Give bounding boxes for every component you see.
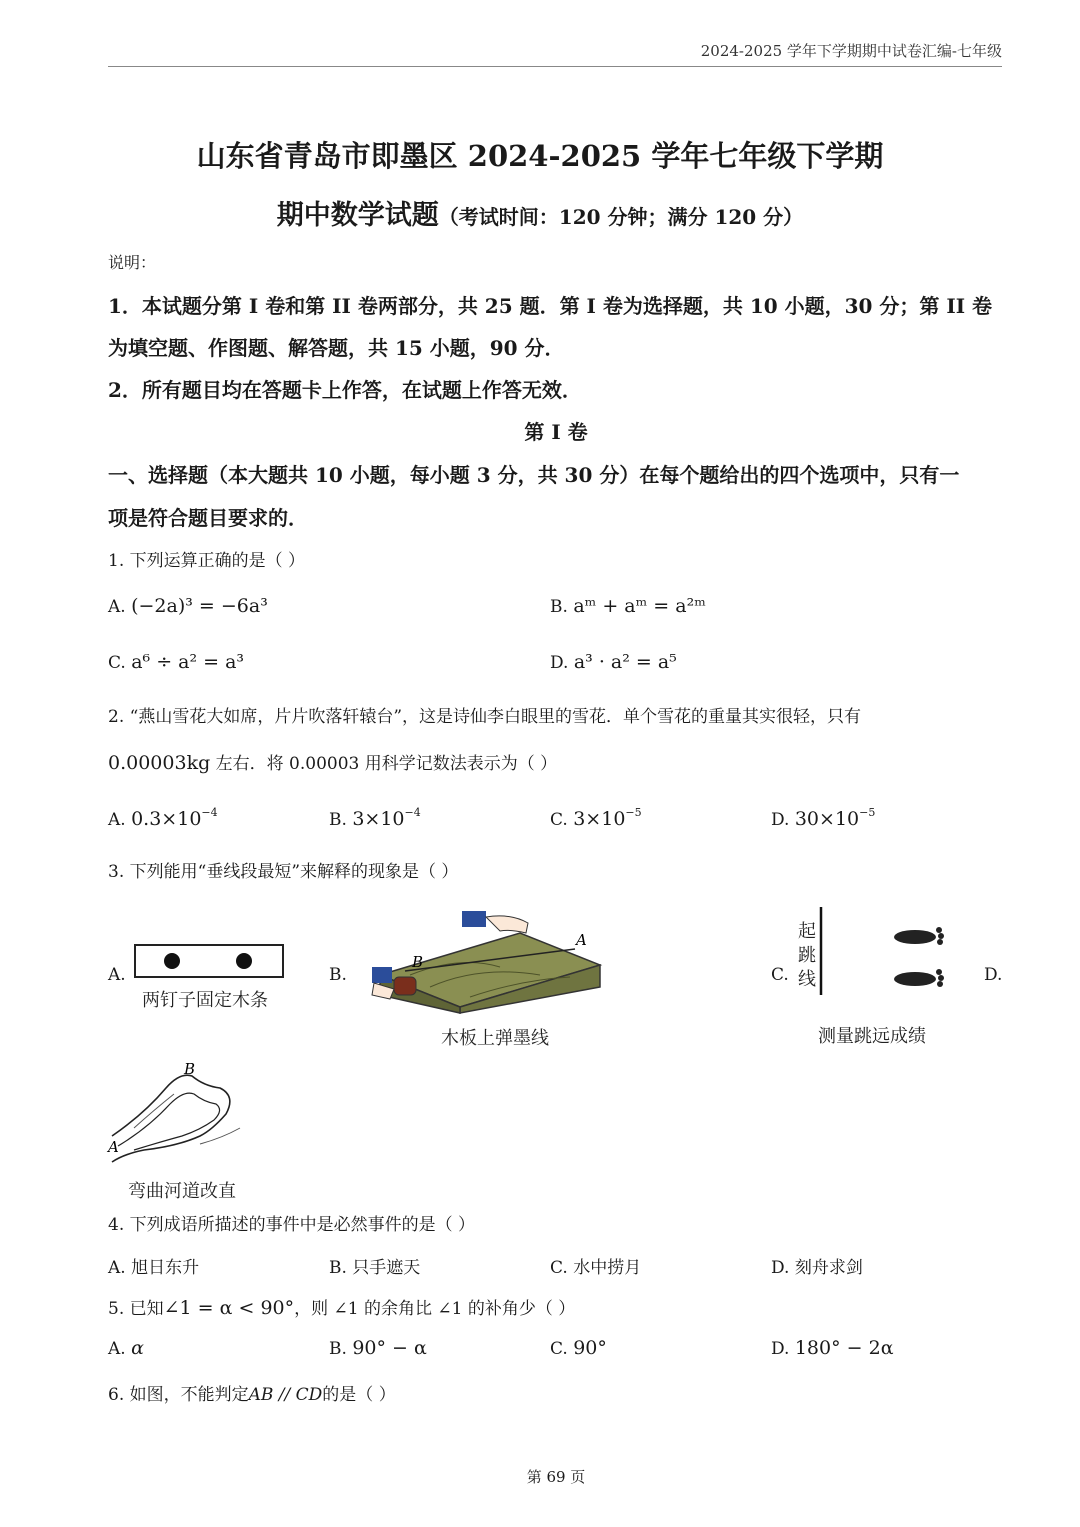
q4-option-d: D. 刻舟求剑 (771, 1258, 863, 1278)
q2-stem-rest: 左右．将 0.00003 用科学记数法表示为（ ） (210, 754, 558, 774)
q5-math-b: 90° − α (352, 1337, 427, 1359)
q3-letter-c: C. (771, 965, 789, 985)
q1-option-d (550, 651, 677, 673)
q2-option-c (550, 808, 642, 830)
q1-letter-d: D. (550, 653, 569, 673)
q2-option-a (108, 808, 218, 830)
nail-1 (164, 953, 180, 969)
q4-option-c: C. 水中捞月 (550, 1258, 642, 1278)
q3-letter-a: A. (108, 965, 126, 985)
q5-option-d (771, 1337, 894, 1359)
q5-stem-suffix: ，则 ∠1 的余角比 ∠1 的补角少（ ） (294, 1299, 576, 1319)
q1-letter-c: C. (108, 653, 126, 673)
q5-letter-a: A. (108, 1339, 126, 1359)
point-label-b: B (412, 953, 424, 971)
river-point-a: A (108, 1138, 119, 1156)
q1-letter-a: A. (108, 597, 126, 617)
q5-option-c (550, 1337, 607, 1359)
q1-math-d: a³ · a² = a⁵ (573, 651, 677, 673)
q2-option-d (771, 808, 875, 830)
q5-option-b (329, 1337, 427, 1359)
footprint-1 (894, 927, 944, 945)
q5-letter-d: D. (771, 1339, 790, 1359)
q3-caption-b: 木板上弹墨线 (441, 1028, 549, 1049)
q2-exp-d: −5 (859, 806, 876, 819)
q6-stem-suffix: 的是（ ） (322, 1385, 396, 1405)
section-heading-line2: 项是符合题目要求的． (108, 506, 308, 530)
q5-stem-prefix: 5. 已知 (108, 1299, 164, 1319)
jump-line-char-1: 起 (798, 921, 816, 942)
q2-stem-line1: 2. “燕山雪花大如席，片片吹落轩辕台”，这是诗仙李白眼里的雪花．单个雪花的重量其实很轻，只有 (108, 707, 862, 727)
q4-option-a: A. 旭日东升 (108, 1258, 200, 1278)
right-hand (486, 916, 528, 933)
jump-line-char-3: 线 (798, 969, 816, 990)
river-bank-outer (112, 1075, 230, 1162)
q3-caption-d: 弯曲河道改直 (128, 1181, 236, 1202)
q2-letter-d: D. (771, 810, 790, 830)
q3-figure-c-long-jump (815, 905, 955, 997)
q1-letter-b: B. (550, 597, 568, 617)
q2-exp-c: −5 (625, 806, 642, 819)
q2-letter-b: B. (329, 810, 347, 830)
q1-stem: 1. 下列运算正确的是（ ） (108, 551, 306, 571)
q3-letter-d: D. (984, 965, 1003, 985)
q5-math-a: α (131, 1337, 144, 1359)
right-sleeve (462, 911, 486, 927)
q1-math-c: a⁶ ÷ a² = a³ (131, 651, 245, 673)
q5-letter-b: B. (329, 1339, 347, 1359)
header-title: 2024-2025 学年下学期期中试卷汇编-七年级 (700, 42, 1002, 60)
page-number: 第 69 页 (526, 1468, 586, 1486)
q3-figure-a-wood-strip (130, 940, 290, 982)
point-label-a: A (576, 931, 587, 949)
section-heading-line1: 一、选择题（本大题共 10 小题，每小题 3 分，共 30 分）在每个题给出的四个选项中，只有一 (108, 463, 960, 487)
river-point-b: B (184, 1060, 196, 1078)
q3-letter-b: B. (329, 965, 347, 985)
q6-stem (108, 1380, 396, 1405)
q1-option-a (108, 595, 268, 617)
q5-option-a (108, 1337, 144, 1359)
instructions-heading: 说明： (108, 253, 157, 272)
q2-exp-b: −4 (404, 806, 421, 819)
header-divider (108, 66, 1002, 67)
q3-caption-c: 测量跳远成绩 (818, 1026, 926, 1047)
q3-stem: 3. 下列能用“垂线段最短”来解释的现象是（ ） (108, 862, 459, 882)
ink-pot (394, 977, 416, 995)
q2-base-a: 0.3×10 (131, 808, 202, 830)
q2-stem-value: 0.00003kg (108, 752, 211, 774)
q2-base-c: 3×10 (573, 808, 626, 830)
jump-line-char-2: 跳 (798, 945, 816, 966)
wood-strip-rect (135, 945, 283, 977)
left-sleeve (372, 967, 392, 983)
footprint-2 (894, 969, 944, 987)
exam-title: 山东省青岛市即墨区 2024-2025 学年七年级下学期 (196, 139, 884, 173)
q2-stem-line2 (108, 749, 557, 774)
q5-letter-c: C. (550, 1339, 568, 1359)
q2-exp-a: −4 (201, 806, 218, 819)
nail-2 (236, 953, 252, 969)
volume-label: 第 I 卷 (524, 420, 588, 444)
q5-stem-math: ∠1 = α < 90° (163, 1297, 295, 1319)
q2-option-b (329, 808, 421, 830)
q3-caption-a: 两钉子固定木条 (142, 990, 268, 1011)
river-bank-inner (118, 1093, 220, 1150)
instruction-1-line2: 为填空题、作图题、解答题，共 15 小题，90 分． (108, 336, 565, 360)
q5-stem (108, 1294, 575, 1319)
q5-math-c: 90° (573, 1337, 607, 1359)
q4-stem: 4. 下列成语所描述的事件中是必然事件的是（ ） (108, 1215, 476, 1235)
q1-math-b: aᵐ + aᵐ = a²ᵐ (573, 595, 706, 617)
q1-math-a: (−2a)³ = −6a³ (131, 595, 268, 617)
q1-option-c (108, 651, 244, 673)
q1-option-b (550, 595, 706, 617)
subtitle-main: 期中数学试题 (276, 200, 439, 231)
q4-option-b: B. 只手遮天 (329, 1258, 421, 1278)
q6-stem-prefix: 6. 如图，不能判定 (108, 1385, 249, 1405)
instruction-1-line1: 1．本试题分第 I 卷和第 II 卷两部分，共 25 题．第 I 卷为选择题，共 10 小题，30 分；第 II 卷 (108, 294, 993, 318)
q2-base-d: 30×10 (794, 808, 860, 830)
q3-figure-b-wood-board (350, 905, 610, 1017)
q2-letter-a: A. (108, 810, 126, 830)
q2-letter-c: C. (550, 810, 568, 830)
exam-subtitle (0, 193, 1080, 232)
river-hatching (134, 1094, 240, 1144)
instruction-2: 2．所有题目均在答题卡上作答，在试题上作答无效． (108, 378, 582, 402)
q3-figure-d-river (104, 1058, 249, 1176)
q5-math-d: 180° − 2α (794, 1337, 894, 1359)
q2-base-b: 3×10 (352, 808, 405, 830)
q6-stem-math: AB // CD (248, 1385, 323, 1405)
subtitle-time: （考试时间：120 分钟；满分 120 分） (438, 205, 804, 229)
